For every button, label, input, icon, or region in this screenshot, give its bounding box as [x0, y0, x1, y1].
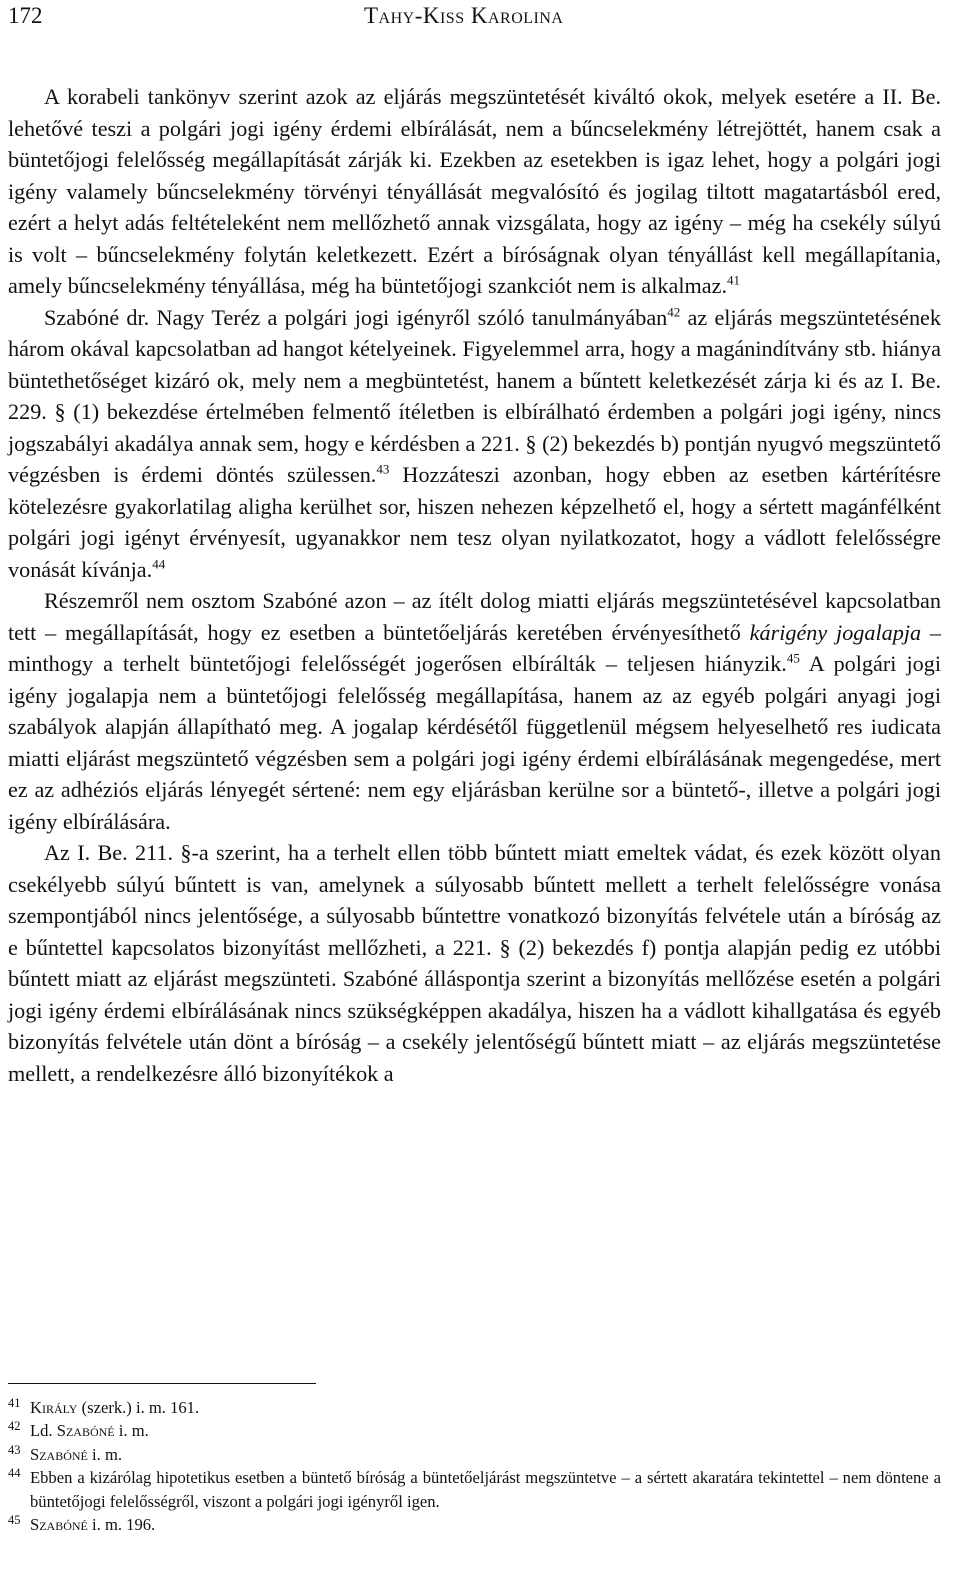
page-number: 172	[8, 3, 43, 28]
paragraph-1-text: A korabeli tankönyv szerint azok az eljárás megszüntetését kiváltó okok, melyek esetére a II. Be. lehetővé teszi a polgári jogi igény érdemi elbírálását, nem a bűncselekmény létrejöttét, hanem csak a büntetőjogi felelősség megállapítását zárják ki. Ezekben az esetekben is igaz lehet, hogy a polgári jogi igény valamely bűncselekmény törvényi tényállását megvalósító és jogilag tiltott magatartásból ered, ezért a helyt adás feltételeként nem mellőzhető annak vizsgálata, hogy az igény – még ha csekély súlyú is volt – bűncselekmény folytán keletkezett. Ezért a bíróságnak olyan tényállást kell megállapítania, amely bűncselekmény tényállása, még ha büntetőjogi szankciót nem is alkalmaz.	[8, 84, 941, 298]
footnote-45	[8, 1513, 941, 1536]
paragraph-1	[8, 81, 941, 302]
footnote-author: Szabóné	[30, 1444, 88, 1464]
paragraph-4-text: Az I. Be. 211. §-a szerint, ha a terhelt ellen több bűntett miatt emeltek vádat, és ezek között olyan csekélyebb súlyú bűntett is van, amelynek a súlyosabb bűntett mellett a terhelt felelősségre vonása szempontjából nincs jelentősége, a súlyosabb bűntettre vonatkozó bizonyítás felvétele után a bíróság az e bűntettel kapcsolatos bizonyítást mellőzheti, a 221. § (2) bekezdés f) pontja alapján pedig ez utóbbi bűntett miatt az eljárást megszünteti. Szabóné álláspontja szerint a bizonyítás mellőzése esetén a polgári jogi igény érdemi elbírálásának nincs szükségképpen akadálya, hiszen ha a vádlott kihallgatása és egyéb bizonyítás felvétele után dönt a bíróság – a csekély jelentőségű bűntett miatt – az eljárás megszüntetése mellett, a rendelkezésre álló bizonyítékok a	[8, 840, 941, 1086]
footnote-author: Szabóné	[56, 1421, 115, 1441]
footnote-ref-44[interactable]: 44	[152, 556, 166, 572]
footnote-ref-42[interactable]: 42	[667, 304, 681, 320]
footnote-number: 45	[8, 1513, 21, 1528]
page-header	[8, 0, 954, 30]
footnote-42	[8, 1419, 941, 1442]
paragraph-3-text-b: – minthogy a terhelt büntetőjogi felelősségét jogerősen elbírálták – teljesen hiányzik.	[8, 619, 942, 676]
footnote-ref-45[interactable]: 45	[786, 650, 800, 666]
footnote-text: (szerk.) i. m. 161.	[77, 1398, 200, 1417]
paragraph-3-text-a: Részemről nem osztom Szabóné azon – az ítélt dolog miatti eljárás megszüntetésével kapcsolatban tett – megállapítását, hogy ez esetben a büntetőeljárás keretében érvényesíthető	[8, 588, 941, 645]
footnote-text: i. m. 196.	[87, 1515, 156, 1535]
footnote-author: Szabóné	[30, 1515, 88, 1535]
paragraph-3-text-c: A polgári jogi igény jogalapja nem a büntetőjogi felelősség megállapítása, hanem az az egyéb polgári anyagi jogi szabályok alapján állapítható meg. A jogalap kérdésétől függetlenül mégsem helyeselhető res iudicata miatti eljárást megszüntető végzésben sem a polgári jogi igény érdemi elbírálásának megengedése, mert ez az adhéziós eljárás lényegét sértené: nem egy eljárásban kerülne sor a büntető-, illetve a polgári jogi igény elbírálására.	[8, 651, 942, 834]
footnote-author: Király	[30, 1398, 78, 1417]
footnote-44	[8, 1466, 941, 1513]
footnote-ref-41[interactable]: 41	[727, 272, 741, 288]
footnote-prefix: Ld.	[30, 1421, 57, 1441]
paragraph-4	[8, 837, 941, 1089]
paragraph-3-italic: kárigény jogalapja	[749, 619, 922, 645]
footnote-text: i. m.	[114, 1421, 149, 1441]
footnotes	[8, 1383, 941, 1536]
footnote-41	[8, 1396, 941, 1419]
paragraph-2-text-b: az eljárás megszüntetésének három okával kapcsolatban ad hangot kételyeinek. Figyelemmel arra, hogy a magánindítvány stb. hiánya büntethetőséget kizáró ok, mely nem a megbüntetést, hanem a bűntett keletkezését zárja ki és az I. Be. 229. § (1) bekezdése értelmében felmentő ítéletben is elbírálható érdemben a polgári jogi igény, nincs jogszabályi akadálya annak sem, hogy e kérdésben a 221. § (2) bekezdés b) pontján nyugvó megszüntető végzésben is érdemi döntés szülessen.	[8, 304, 941, 487]
footnote-text: i. m.	[87, 1444, 123, 1464]
footnote-divider	[8, 1383, 316, 1384]
footnote-number: 41	[8, 1396, 21, 1410]
footnote-text: Ebben a kizárólag hipotetikus esetben a büntető bíróság a büntetőeljárást megszüntetve – a sértett akaratára tekintettel – nem döntene a büntetőjogi felelősségről, viszont a polgári jogi igényről igen.	[30, 1468, 941, 1511]
paragraph-2-text-c: Hozzáteszi azonban, hogy ebben az esetben kártérítésre kötelezésre gyakorlatilag aligha kerülhet sor, hiszen nehezen képzelhető el, hogy a sértett magánfélként polgári jogi igényt érvényesít, ugyanakkor nem tesz olyan nyilatkozatot, hogy a vádlott felelősségre vonását kívánja.	[8, 462, 941, 582]
footnote-number: 44	[8, 1466, 21, 1481]
paragraph-3	[8, 585, 941, 837]
running-title: Tahy-Kiss Karolina	[364, 3, 564, 28]
footnote-ref-43[interactable]: 43	[376, 461, 390, 477]
paragraph-2-text-a: Szabóné dr. Nagy Teréz a polgári jogi igényről szóló tanulmányában	[44, 304, 668, 330]
paragraph-2	[8, 302, 941, 586]
footnote-43	[8, 1443, 941, 1466]
body-text	[8, 81, 941, 1089]
footnote-number: 43	[8, 1442, 21, 1457]
footnote-number: 42	[8, 1419, 21, 1434]
